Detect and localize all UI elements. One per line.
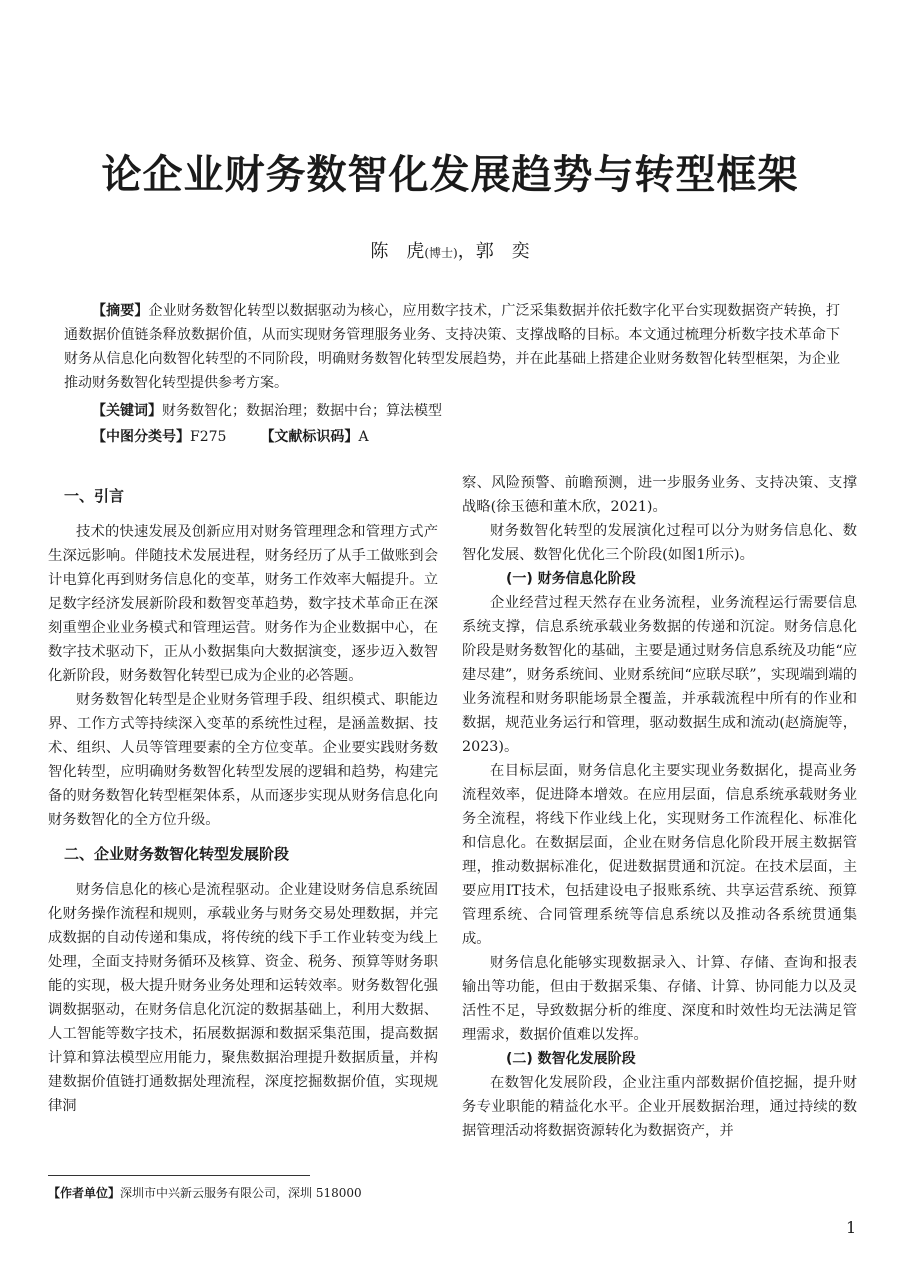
paragraph: 在数智化发展阶段，企业注重内部数据价值挖掘，提升财务专业职能的精益化水平。企业开展数据治理，通过持续的数据管理活动将数据资源转化为数据资产，并	[462, 1075, 857, 1139]
keywords-label: 【关键词】	[92, 403, 162, 419]
keywords-text: 财务数智化；数据治理；数据中台；算法模型	[162, 403, 442, 419]
abstract	[64, 299, 840, 395]
paragraph: 技术的快速发展及创新应用对财务管理理念和管理方式产生深远影响。伴随技术发展进程，财务经历了从手工做账到会计电算化再到财务信息化的变革，财务工作效率大幅提升。立足数字经济发展新阶段和数智变革趋势，数字技术革命正在深刻重塑企业业务模式和管理运营。财务作为企业数据中心，在数字技术驱动下，正从小数据集向大数据演变，逐步迈入数智化新阶段，财务数智化转型已成为企业的必答题。	[48, 524, 438, 684]
left-column	[48, 484, 438, 1118]
section-heading: 一、引言	[64, 487, 125, 505]
keywords	[92, 401, 442, 421]
footnote-divider	[48, 1175, 310, 1176]
clc-value: F275	[190, 429, 227, 445]
paragraph: 察、风险预警、前瞻预测，进一步服务业务、支持决策、支撑战略(徐玉德和董木欣，2021)。	[462, 475, 857, 515]
paper-title: 论企业财务数智化发展趋势与转型框架	[101, 152, 799, 198]
section-heading: 二、企业财务数智化转型发展阶段	[64, 845, 290, 863]
paragraph: 财务数智化转型的发展演化过程可以分为财务信息化、数智化发展、数智化优化三个阶段(如图1所示)。	[462, 523, 857, 563]
author-separator: ，	[457, 241, 476, 262]
author-line	[0, 237, 900, 263]
doc-code-label: 【文献标识码】	[260, 429, 359, 445]
paragraph: 在目标层面，财务信息化主要实现业务数据化，提高业务流程效率，促进降本增效。在应用层面，信息系统承载财务业务全流程，将线下作业线上化，实现财务工作流程化、标准化和信息化。在数据层面，企业在财务信息化阶段开展主数据管理，推动数据标准化，促进数据贯通和沉淀。在技术层面，主要应用IT技术，包括建设电子报账系统、共享运营系统、预算管理系统、合同管理系统等信息系统以及推动各系统贯通集成。	[462, 763, 857, 947]
author-degree: (博士)	[424, 246, 458, 260]
right-column	[462, 471, 857, 1143]
footnote	[48, 1184, 362, 1201]
clc-label: 【中图分类号】	[92, 429, 190, 445]
page-number: 1	[846, 1218, 857, 1237]
subsection-heading: (一) 财务信息化阶段	[506, 571, 636, 587]
paragraph: 财务数智化转型是企业财务管理手段、组织模式、职能边界、工作方式等持续深入变革的系统性过程，是涵盖数据、技术、组织、人员等管理要素的全方位变革。企业要实践财务数智化转型，应明确财务数智化转型发展的逻辑和趋势，构建完备的财务数智化转型框架体系，从而逐步实现从财务信息化向财务数智化的全方位升级。	[48, 692, 438, 828]
doc-code-value: A	[358, 429, 369, 445]
author-name: 郭 奕	[475, 241, 530, 262]
paragraph: 财务信息化能够实现数据录入、计算、存储、查询和报表输出等功能，但由于数据采集、存储、计算、协同能力以及灵活性不足，导致数据分析的维度、深度和时效性均无法满足管理需求，数据价值难以发挥。	[462, 955, 857, 1043]
footnote-label: 【作者单位】	[48, 1186, 121, 1200]
author-name: 陈 虎	[370, 241, 425, 262]
abstract-label: 【摘要】	[92, 303, 149, 319]
subsection-heading: (二) 数智化发展阶段	[506, 1051, 636, 1067]
paragraph: 企业经营过程天然存在业务流程，业务流程运行需要信息系统支撑，信息系统承载业务数据的传递和沉淀。财务信息化阶段是财务数智化的基础，主要是通过财务信息系统及功能“应建尽建”，财务系统间、业财系统间“应联尽联”，实现端到端的业务流程和财务职能场景全覆盖，并承载流程中所有的作业和数据，规范业务运行和管理，驱动数据生成和流动(赵旖旎等，2023)。	[462, 595, 857, 755]
classification	[92, 427, 369, 447]
paragraph: 财务信息化的核心是流程驱动。企业建设财务信息系统固化财务操作流程和规则，承载业务与财务交易处理数据，并完成数据的自动传递和集成，将传统的线下手工作业转变为线上处理，全面支持财务循环及核算、资金、税务、预算等财务职能的实现，极大提升财务业务处理和运转效率。财务数智化强调数据驱动，在财务信息化沉淀的数据基础上，利用大数据、人工智能等数字技术，拓展数据源和数据采集范围，提高数据计算和算法模型应用能力，聚焦数据治理提升数据质量，并构建数据价值链打通数据处理流程，深度挖掘数据价值，实现规律洞	[48, 882, 438, 1114]
abstract-text: 企业财务数智化转型以数据驱动为核心，应用数字技术，广泛采集数据并依托数字化平台实现数据资产转换，打通数据价值链条释放数据价值，从而实现财务管理服务业务、支持决策、支撑战略的目标。本文通过梳理分析数字技术革命下财务从信息化向数智化转型的不同阶段，明确财务数智化转型发展趋势，并在此基础上搭建企业财务数智化转型框架，为企业推动财务数智化转型提供参考方案。	[64, 303, 841, 391]
footnote-text: 深圳市中兴新云服务有限公司，深圳 518000	[120, 1186, 362, 1200]
